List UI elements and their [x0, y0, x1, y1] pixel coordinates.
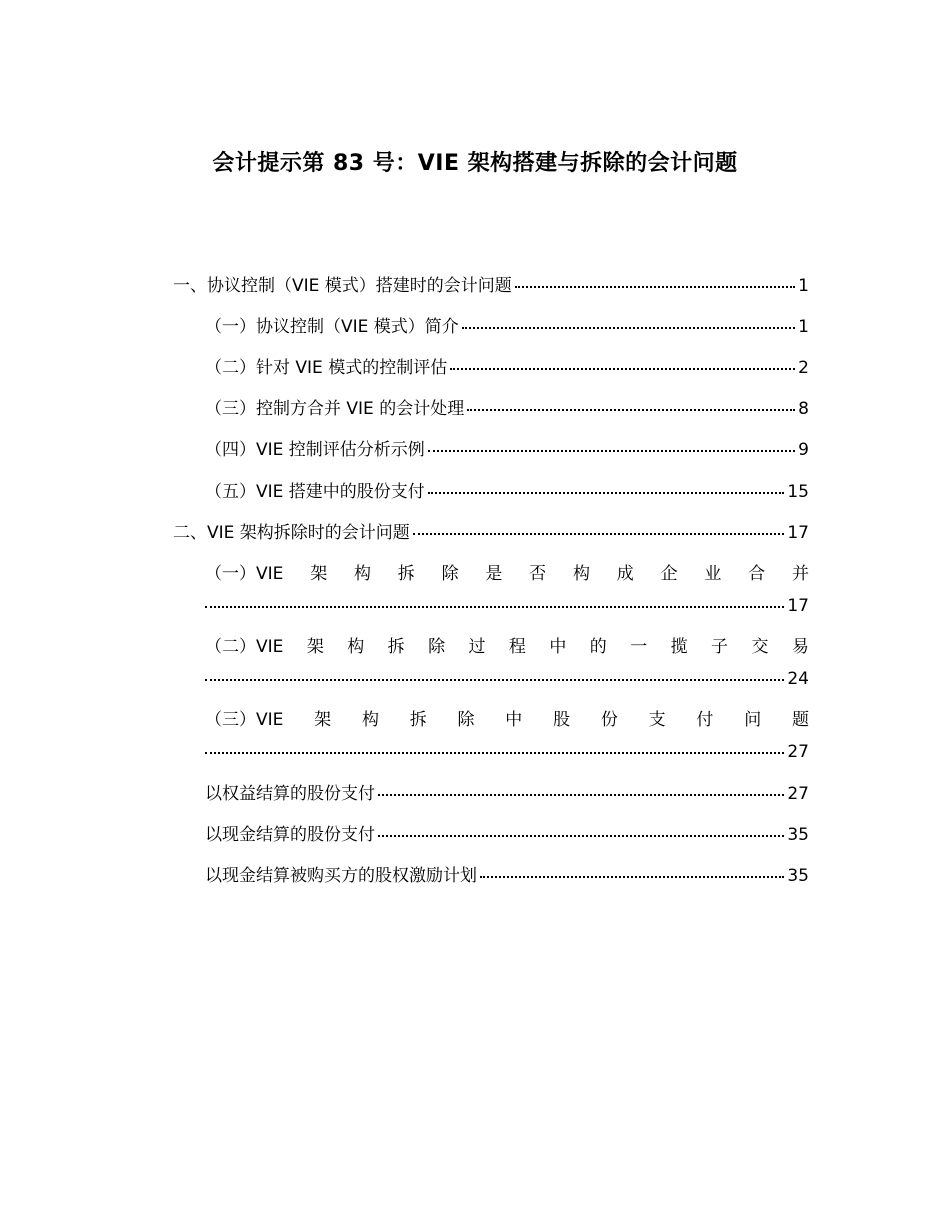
- toc-entry-page: 24: [787, 669, 809, 689]
- toc-entry-char: 的: [589, 637, 607, 657]
- toc-entry[interactable]: [205, 357, 809, 379]
- toc-entry-char: 是: [485, 564, 503, 584]
- toc-entry-char: 中: [549, 637, 567, 657]
- toc-entry-char: 除: [457, 710, 475, 730]
- toc-entry-label: 二、VIE 架构拆除时的会计问题: [173, 523, 410, 543]
- toc-entry-char: 子: [711, 637, 729, 657]
- toc-entry-char: 股: [553, 710, 571, 730]
- toc-entry-char: 中: [505, 710, 523, 730]
- toc-entry-label: 以现金结算的股份支付: [205, 825, 375, 845]
- toc-entry-char: 交: [751, 637, 769, 657]
- toc-entry-char: 企: [660, 564, 678, 584]
- toc-entry[interactable]: [205, 481, 809, 503]
- toc-entry-label: （一）协议控制（VIE 模式）简介: [205, 317, 459, 337]
- toc-entry-label: （四）VIE 控制评估分析示例: [205, 440, 425, 460]
- dot-leader: [378, 835, 784, 837]
- toc-entry[interactable]: [205, 439, 809, 461]
- toc-entry-char: （三）VIE: [205, 710, 284, 730]
- dot-leader: [428, 450, 795, 452]
- toc-entry-char: 一: [630, 637, 648, 657]
- dot-leader: [378, 794, 784, 796]
- toc-entry-char: 支: [648, 710, 666, 730]
- toc-entry-char: 否: [529, 564, 547, 584]
- toc-entry-label: 一、协议控制（VIE 模式）搭建时的会计问题: [173, 276, 512, 296]
- toc-entry-char: 除: [428, 637, 446, 657]
- toc-entry-char: 业: [704, 564, 722, 584]
- toc-entry-char: 架: [314, 710, 332, 730]
- toc-entry-justified-line[interactable]: [205, 709, 809, 731]
- toc-entry-page: 17: [787, 523, 809, 543]
- toc-entry[interactable]: [173, 522, 809, 544]
- toc-entry-char: 过: [468, 637, 486, 657]
- toc-entry-leader-line[interactable]: [205, 741, 809, 763]
- toc-entry-page: 1: [798, 276, 809, 296]
- toc-entry-char: （一）VIE: [205, 564, 284, 584]
- toc-entry[interactable]: [173, 275, 809, 297]
- dot-leader: [205, 606, 784, 608]
- toc-entry-justified-line[interactable]: [205, 563, 809, 585]
- dot-leader: [462, 327, 795, 329]
- toc-entry-label: （二）针对 VIE 模式的控制评估: [205, 358, 448, 378]
- toc-entry-char: 构: [347, 637, 365, 657]
- toc-entry-page: 8: [798, 399, 809, 419]
- toc-entry-char: 题: [791, 710, 809, 730]
- toc-entry-char: 除: [441, 564, 459, 584]
- toc-entry-char: 拆: [409, 710, 427, 730]
- toc-entry-char: 易: [791, 637, 809, 657]
- toc-entry-char: 构: [361, 710, 379, 730]
- toc-entry-leader-line[interactable]: [205, 595, 809, 617]
- toc-entry-char: 架: [310, 564, 328, 584]
- toc-entry-justified-line[interactable]: [205, 636, 809, 658]
- toc-entry-char: 拆: [387, 637, 405, 657]
- dot-leader: [205, 679, 784, 681]
- toc-entry-char: 成: [616, 564, 634, 584]
- toc-entry-char: 并: [791, 564, 809, 584]
- dot-leader: [480, 876, 784, 878]
- toc-entry-page: 2: [798, 358, 809, 378]
- document-title: 会计提示第 83 号：VIE 架构搭建与拆除的会计问题: [212, 151, 738, 176]
- toc-entry-page: 17: [787, 596, 809, 616]
- toc-entry-page: 35: [787, 825, 809, 845]
- toc-entry-label: （三）控制方合并 VIE 的会计处理: [205, 399, 465, 419]
- toc-entry-page: 15: [787, 482, 809, 502]
- toc-entry-char: 合: [748, 564, 766, 584]
- toc-entry-page: 1: [798, 317, 809, 337]
- toc-entry-char: 拆: [397, 564, 415, 584]
- toc-entry-char: 付: [696, 710, 714, 730]
- toc-entry[interactable]: [205, 865, 809, 887]
- dot-leader: [467, 409, 795, 411]
- dot-leader: [205, 752, 784, 754]
- toc-entry-leader-line[interactable]: [205, 668, 809, 690]
- toc-entry-page: 27: [787, 742, 809, 762]
- toc-entry-char: 份: [600, 710, 618, 730]
- toc-entry-char: 问: [744, 710, 762, 730]
- toc-entry-page: 27: [787, 784, 809, 804]
- dot-leader: [428, 492, 785, 494]
- toc-entry-label: 以现金结算被购买方的股权激励计划: [205, 866, 477, 886]
- toc-entry[interactable]: [205, 398, 809, 420]
- toc-entry[interactable]: [205, 783, 809, 805]
- toc-entry-char: 构: [572, 564, 590, 584]
- toc-entry-char: 构: [353, 564, 371, 584]
- toc-entry-char: 架: [306, 637, 324, 657]
- toc-entry-char: （二）VIE: [205, 637, 284, 657]
- toc-entry-label: （五）VIE 搭建中的股份支付: [205, 482, 425, 502]
- toc-entry-label: 以权益结算的股份支付: [205, 784, 375, 804]
- toc-entry[interactable]: [205, 316, 809, 338]
- toc-entry-page: 35: [787, 866, 809, 886]
- dot-leader: [515, 286, 795, 288]
- dot-leader: [413, 533, 785, 535]
- dot-leader: [450, 368, 795, 370]
- toc-entry-char: 程: [508, 637, 526, 657]
- toc-entry-char: 揽: [670, 637, 688, 657]
- toc-entry-page: 9: [798, 440, 809, 460]
- toc-entry[interactable]: [205, 824, 809, 846]
